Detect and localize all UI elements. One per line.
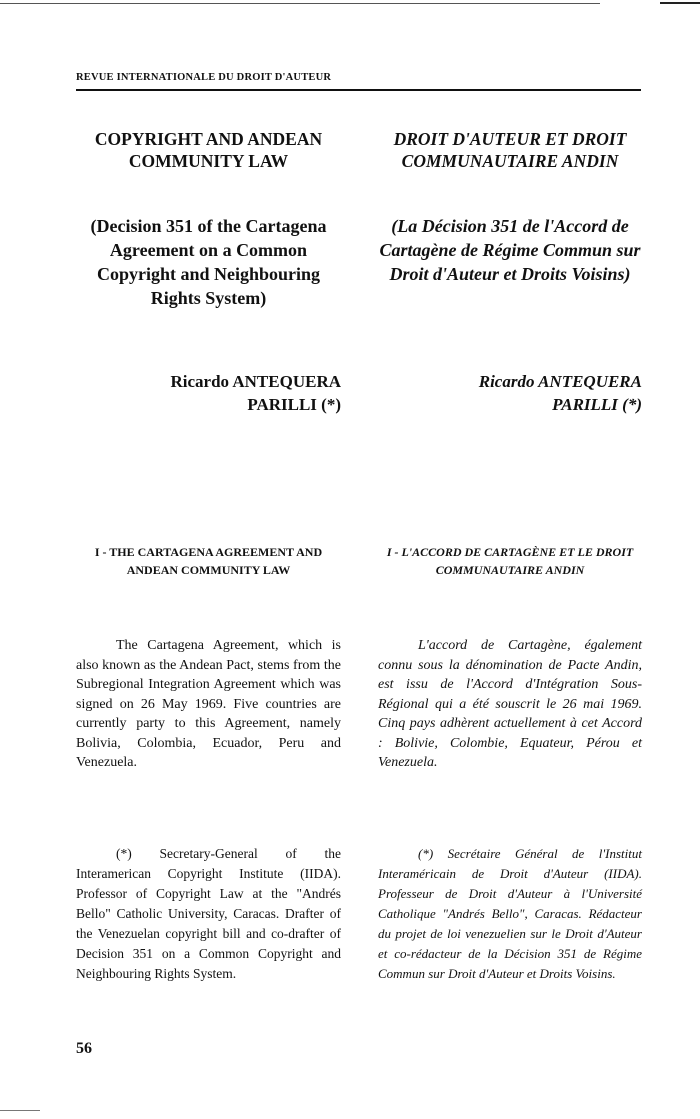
- scan-edge-line: [660, 2, 700, 4]
- running-header: REVUE INTERNATIONALE DU DROIT D'AUTEUR: [76, 72, 332, 83]
- english-paragraph: The Cartagena Agreement, which is also known as the Andean Pact, stems from the Subregional Integration Agreement which was signed on 26 May 1969. Five countries are currently party to this Agreement, namely Bolivia, Colombia, Ecuador, Peru and Venezuela.: [76, 638, 341, 770]
- english-author-name: Ricardo ANTEQUERA: [170, 372, 341, 391]
- french-subtitle: (La Décision 351 de l'Accord de Cartagène de Régime Commun sur Droit d'Auteur et Droits Voisins): [379, 216, 641, 284]
- french-author-name-cont: PARILLI (*): [552, 395, 642, 414]
- english-section-heading: I - THE CARTAGENA AGREEMENT AND ANDEAN COMMUNITY LAW: [94, 545, 323, 577]
- scan-edge-line: [0, 3, 600, 4]
- english-subtitle: (Decision 351 of the Cartagena Agreement on a Common Copyright and Neighbouring Rights System): [90, 216, 327, 308]
- english-author: [76, 370, 341, 416]
- french-author-name: Ricardo ANTEQUERA: [478, 372, 642, 391]
- english-title: COPYRIGHT AND ANDEAN COMMUNITY LAW: [94, 129, 323, 171]
- french-paragraph: L'accord de Cartagène, également connu sous la dénomination de Pacte Andin, est issu de l'Accord d'Intégration Sous-Régional qui a été souscrit le 26 mai 1969. Cinq pays adhèrent actuellement à cet Accord : Bolivie, Colombie, Equateur, Pérou et Venezuela.: [378, 638, 642, 770]
- french-author: [378, 370, 642, 416]
- french-title: DROIT D'AUTEUR ET DROIT COMMUNAUTAIRE ANDIN: [393, 129, 627, 171]
- french-footnote: (*) Secrétaire Général de l'Institut Interaméricain de Droit d'Auteur (IIDA). Professeur de Droit d'Auteur à l'Université Catholique "Andrés Bello", Caracas. Rédacteur du projet de loi venezuelien sur le Droit d'Auteur et co-rédacteur de la Décision 351 de Régime Commun sur Droit d'Auteur et Droits Voisins.: [378, 846, 642, 981]
- french-section-heading: I - L'ACCORD DE CARTAGÈNE ET LE DROIT COMMUNAUTAIRE ANDIN: [386, 545, 634, 577]
- english-author-name-cont: PARILLI (*): [247, 395, 341, 414]
- header-rule: [76, 89, 641, 91]
- scan-edge-line: [0, 1110, 40, 1111]
- english-footnote: (*) Secretary-General of the Interamerican Copyright Institute (IIDA). Professor of Copyright Law at the "Andrés Bello" Catholic University, Caracas. Drafter of the Venezuelan copyright bill and co-drafter of Decision 351 on a Common Copyright and Neighbouring Rights System.: [76, 846, 341, 981]
- page-number: 56: [76, 1040, 92, 1057]
